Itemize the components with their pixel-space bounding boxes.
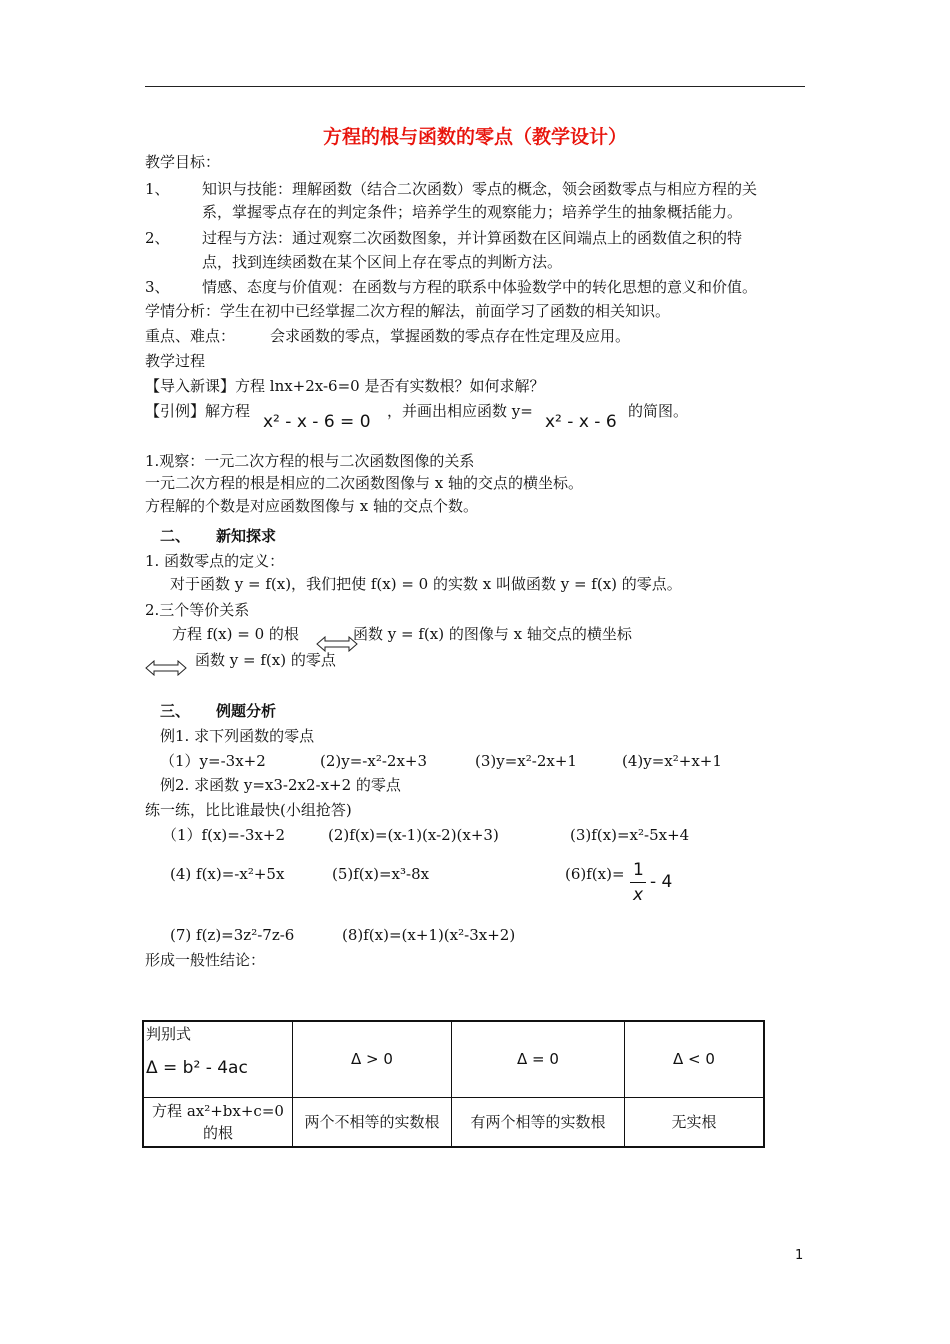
- example-1-item: （1）y=-3x+2: [160, 752, 266, 770]
- fraction-numerator: 1: [633, 860, 644, 880]
- fraction-rest: - 4: [650, 872, 673, 892]
- observe-line2: 一元二次方程的根是相应的二次函数图像与 x 轴的交点的横坐标。: [145, 474, 583, 492]
- table-row: [143, 1021, 764, 1097]
- example-1-heading: 例1. 求下列函数的零点: [160, 727, 315, 745]
- student-analysis: 学情分析：学生在初中已经掌握二次方程的解法，前面学习了函数的相关知识。: [145, 302, 671, 320]
- section-2-title: 新知探求: [216, 527, 277, 545]
- example-intro-suffix: 的简图。: [628, 402, 689, 420]
- key-points-label: 重点、难点：: [145, 327, 236, 345]
- equivalence-function-zero: 函数 y = f(x) 的零点: [195, 651, 336, 669]
- double-arrow-icon: [145, 660, 187, 676]
- discriminant-formula: Δ = b² - 4ac: [146, 1058, 248, 1078]
- practice-item: (5)f(x)=x³-8x: [332, 865, 430, 883]
- zero-definition-heading: 1. 函数零点的定义：: [145, 552, 285, 570]
- practice-item: (7) f(z)=3z²-7z-6: [170, 926, 295, 944]
- equivalence-heading: 2.三个等价关系: [145, 601, 250, 619]
- observe-line1: 1.观察：一元二次方程的根与二次函数图像的关系: [145, 452, 475, 470]
- practice-item: (2)f(x)=(x-1)(x-2)(x+3): [328, 826, 499, 844]
- discriminant-table: [142, 1020, 765, 1148]
- table-cell: [143, 1021, 293, 1097]
- page-number: 1: [795, 1248, 804, 1263]
- goal-2-line1: 过程与方法：通过观察二次函数图象，并计算函数在区间端点上的函数值之积的特: [202, 229, 743, 247]
- practice-item: （1）f(x)=-3x+2: [162, 826, 286, 844]
- table-row-label: 方程 ax²+bx+c=0 的根: [143, 1097, 293, 1147]
- table-cell: 有两个相等的实数根: [452, 1097, 625, 1147]
- table-header-positive: Δ > 0: [293, 1021, 452, 1097]
- intro-question: 【导入新课】方程 lnx+2x-6=0 是否有实数根？如何求解？: [145, 377, 545, 395]
- goal-1-number: 1、: [145, 180, 170, 198]
- section-2-number: 二、: [160, 527, 191, 545]
- practice-item: (8)f(x)=(x+1)(x²-3x+2): [342, 926, 516, 944]
- goals-heading: 教学目标：: [145, 153, 221, 171]
- conclusion-label: 形成一般性结论：: [145, 951, 266, 969]
- section-3-number: 三、: [160, 702, 191, 720]
- process-heading: 教学过程: [145, 352, 206, 370]
- example-intro-mid: ，并画出相应函数 y=: [387, 402, 533, 420]
- table-cell: 无实根: [625, 1097, 765, 1147]
- goal-2-line2: 点，找到连续函数在某个区间上存在零点的判断方法。: [202, 253, 563, 271]
- practice-item: (6)f(x)=: [565, 865, 625, 883]
- fraction-denominator: x: [633, 885, 644, 905]
- example-2: 例2. 求函数 y=x3-2x2-x+2 的零点: [160, 776, 401, 794]
- zero-definition-text: 对于函数 y = f(x)，我们把使 f(x) = 0 的实数 x 叫做函数 y = f(x) 的零点。: [170, 575, 682, 593]
- equivalence-graph-intersection: 函数 y = f(x) 的图像与 x 轴交点的横坐标: [353, 625, 632, 643]
- table-header-zero: Δ = 0: [452, 1021, 625, 1097]
- fraction-bar: [630, 882, 646, 883]
- key-points: 会求函数的零点，掌握函数的零点存在性定理及应用。: [270, 327, 631, 345]
- discriminant-label: 判别式: [146, 1025, 192, 1043]
- example-intro-prefix: 【引例】解方程: [145, 402, 251, 420]
- page-title: 方程的根与函数的零点（教学设计）: [322, 126, 627, 148]
- example-1-item: (2)y=-x²-2x+3: [320, 752, 428, 770]
- table-cell: 两个不相等的实数根: [293, 1097, 452, 1147]
- practice-heading: 练一练，比比谁最快(小组抢答): [145, 801, 352, 819]
- goal-3-number: 3、: [145, 278, 170, 296]
- goal-2-number: 2、: [145, 229, 170, 247]
- example-equation: x² - x - 6 = 0: [263, 412, 371, 432]
- goal-1-line1: 知识与技能：理解函数（结合二次函数）零点的概念，领会函数零点与相应方程的关: [202, 180, 758, 198]
- goal-1-line2: 系，掌握零点存在的判定条件；培养学生的观察能力；培养学生的抽象概括能力。: [202, 203, 743, 221]
- goal-3-line1: 情感、态度与价值观：在函数与方程的联系中体验数学中的转化思想的意义和价值。: [202, 278, 758, 296]
- equivalence-equation-root: 方程 f(x) = 0 的根: [172, 625, 299, 643]
- section-3-title: 例题分析: [216, 702, 277, 720]
- practice-item: (4) f(x)=-x²+5x: [170, 865, 285, 883]
- example-1-item: (3)y=x²-2x+1: [475, 752, 577, 770]
- header-rule: [145, 86, 805, 87]
- table-row: [143, 1097, 764, 1147]
- practice-item: (3)f(x)=x²-5x+4: [570, 826, 690, 844]
- observe-line3: 方程解的个数是对应函数图像与 x 轴的交点个数。: [145, 497, 478, 515]
- example-function: x² - x - 6: [545, 412, 617, 432]
- table-header-negative: Δ < 0: [625, 1021, 765, 1097]
- example-1-item: (4)y=x²+x+1: [622, 752, 722, 770]
